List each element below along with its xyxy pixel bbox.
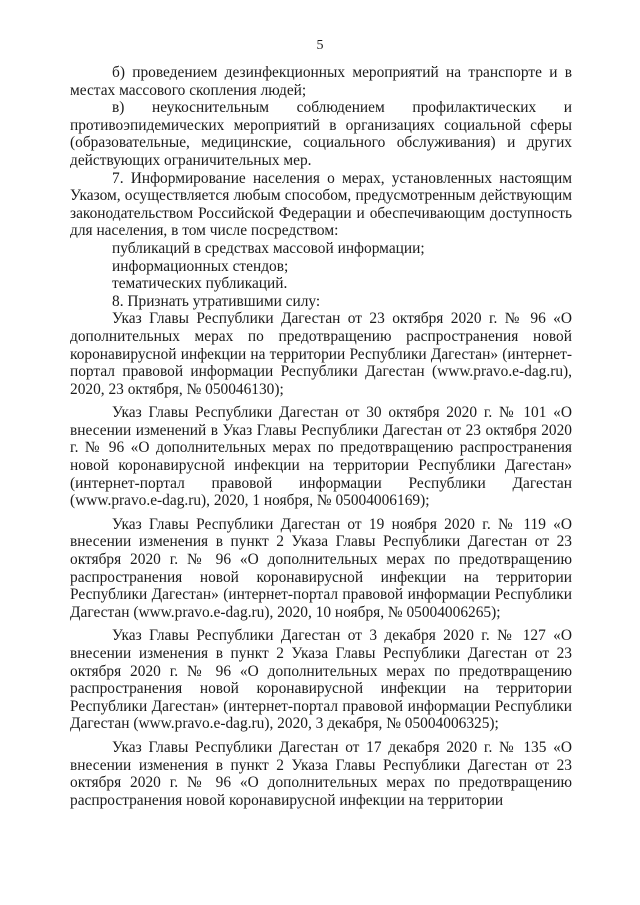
paragraph-info-stands: информационных стендов; (112, 257, 289, 275)
paragraph-decree-127: Указ Главы Республики Дагестан от 3 декабря 2020 г. № 127 «О внесении изменения в пункт 2 Указа Главы Республики Дагестан от 23 октября 2020 г. № 96 «О дополнительных мерах по предотвращению распространения новой коронавирусной инфекции на территории Республики Дагестан» (интернет-портал правовой информации Республики Дагестан (www.pravo.e-dag.ru), 2020, 3 декабря, № 05004006325); (70, 627, 572, 733)
paragraph-item-v: в) неукоснительным соблюдением профилактических и противоэпидемических мероприятий в организациях социальной сферы (образовательные, медицинские, социального обслуживания) и других действующих ограничительных мер. (70, 99, 572, 169)
paragraph-decree-101: Указ Главы Республики Дагестан от 30 октября 2020 г. № 101 «О внесении изменений в Указ Главы Республики Дагестан от 23 октября 2020 г. № 96 «О дополнительных мерах по предотвращению распространения новой коронавирусной инфекции на территории Республики Дагестан» (интернет-портал правовой информации Республики Дагестан (www.pravo.e-dag.ru), 2020, 1 ноября, № 05004006169); (70, 404, 572, 510)
page-number: 5 (316, 38, 324, 53)
paragraph-decree-135: Указ Главы Республики Дагестан от 17 декабря 2020 г. № 135 «О внесении изменения в пункт 2 Указа Главы Республики Дагестан от 23 октября 2020 г. № 96 «О дополнительных мерах по предотвращению распространения новой коронавирусной инфекции на территории (70, 738, 572, 809)
paragraph-decree-96: Указ Главы Республики Дагестан от 23 октября 2020 г. № 96 «О дополнительных мерах по предотвращению распространения новой коронавирусной инфекции на территории Республики Дагестан» (интернет-портал правовой информации Республики Дагестан (www.pravo.e-dag.ru), 2020, 23 октября, № 050046130); (70, 310, 572, 398)
paragraph-item-b: б) проведением дезинфекционных мероприятий на транспорте и в местах массового скопления людей; (70, 64, 572, 99)
paragraph-section-8: 8. Признать утратившими силу: (112, 292, 321, 310)
paragraph-thematic-publications: тематических публикаций. (112, 275, 288, 293)
paragraph-section-7: 7. Информирование населения о мерах, установленных настоящим Указом, осуществляется любым способом, предусмотренным действующим законодательством Российской Федерации и обеспечивающим доступность для населения, в том числе посредством: (70, 169, 572, 240)
paragraph-media-publications: публикаций в средствах массовой информации; (112, 239, 425, 257)
document-body (70, 64, 572, 809)
paragraph-decree-119: Указ Главы Республики Дагестан от 19 ноября 2020 г. № 119 «О внесении изменения в пункт 2 Указа Главы Республики Дагестан от 23 октября 2020 г. № 96 «О дополнительных мерах по предотвращению распространения новой коронавирусной инфекции на территории Республики Дагестан» (интернет-портал правовой информации Республики Дагестан (www.pravo.e-dag.ru), 2020, 10 ноября, № 05004006265); (70, 515, 572, 621)
